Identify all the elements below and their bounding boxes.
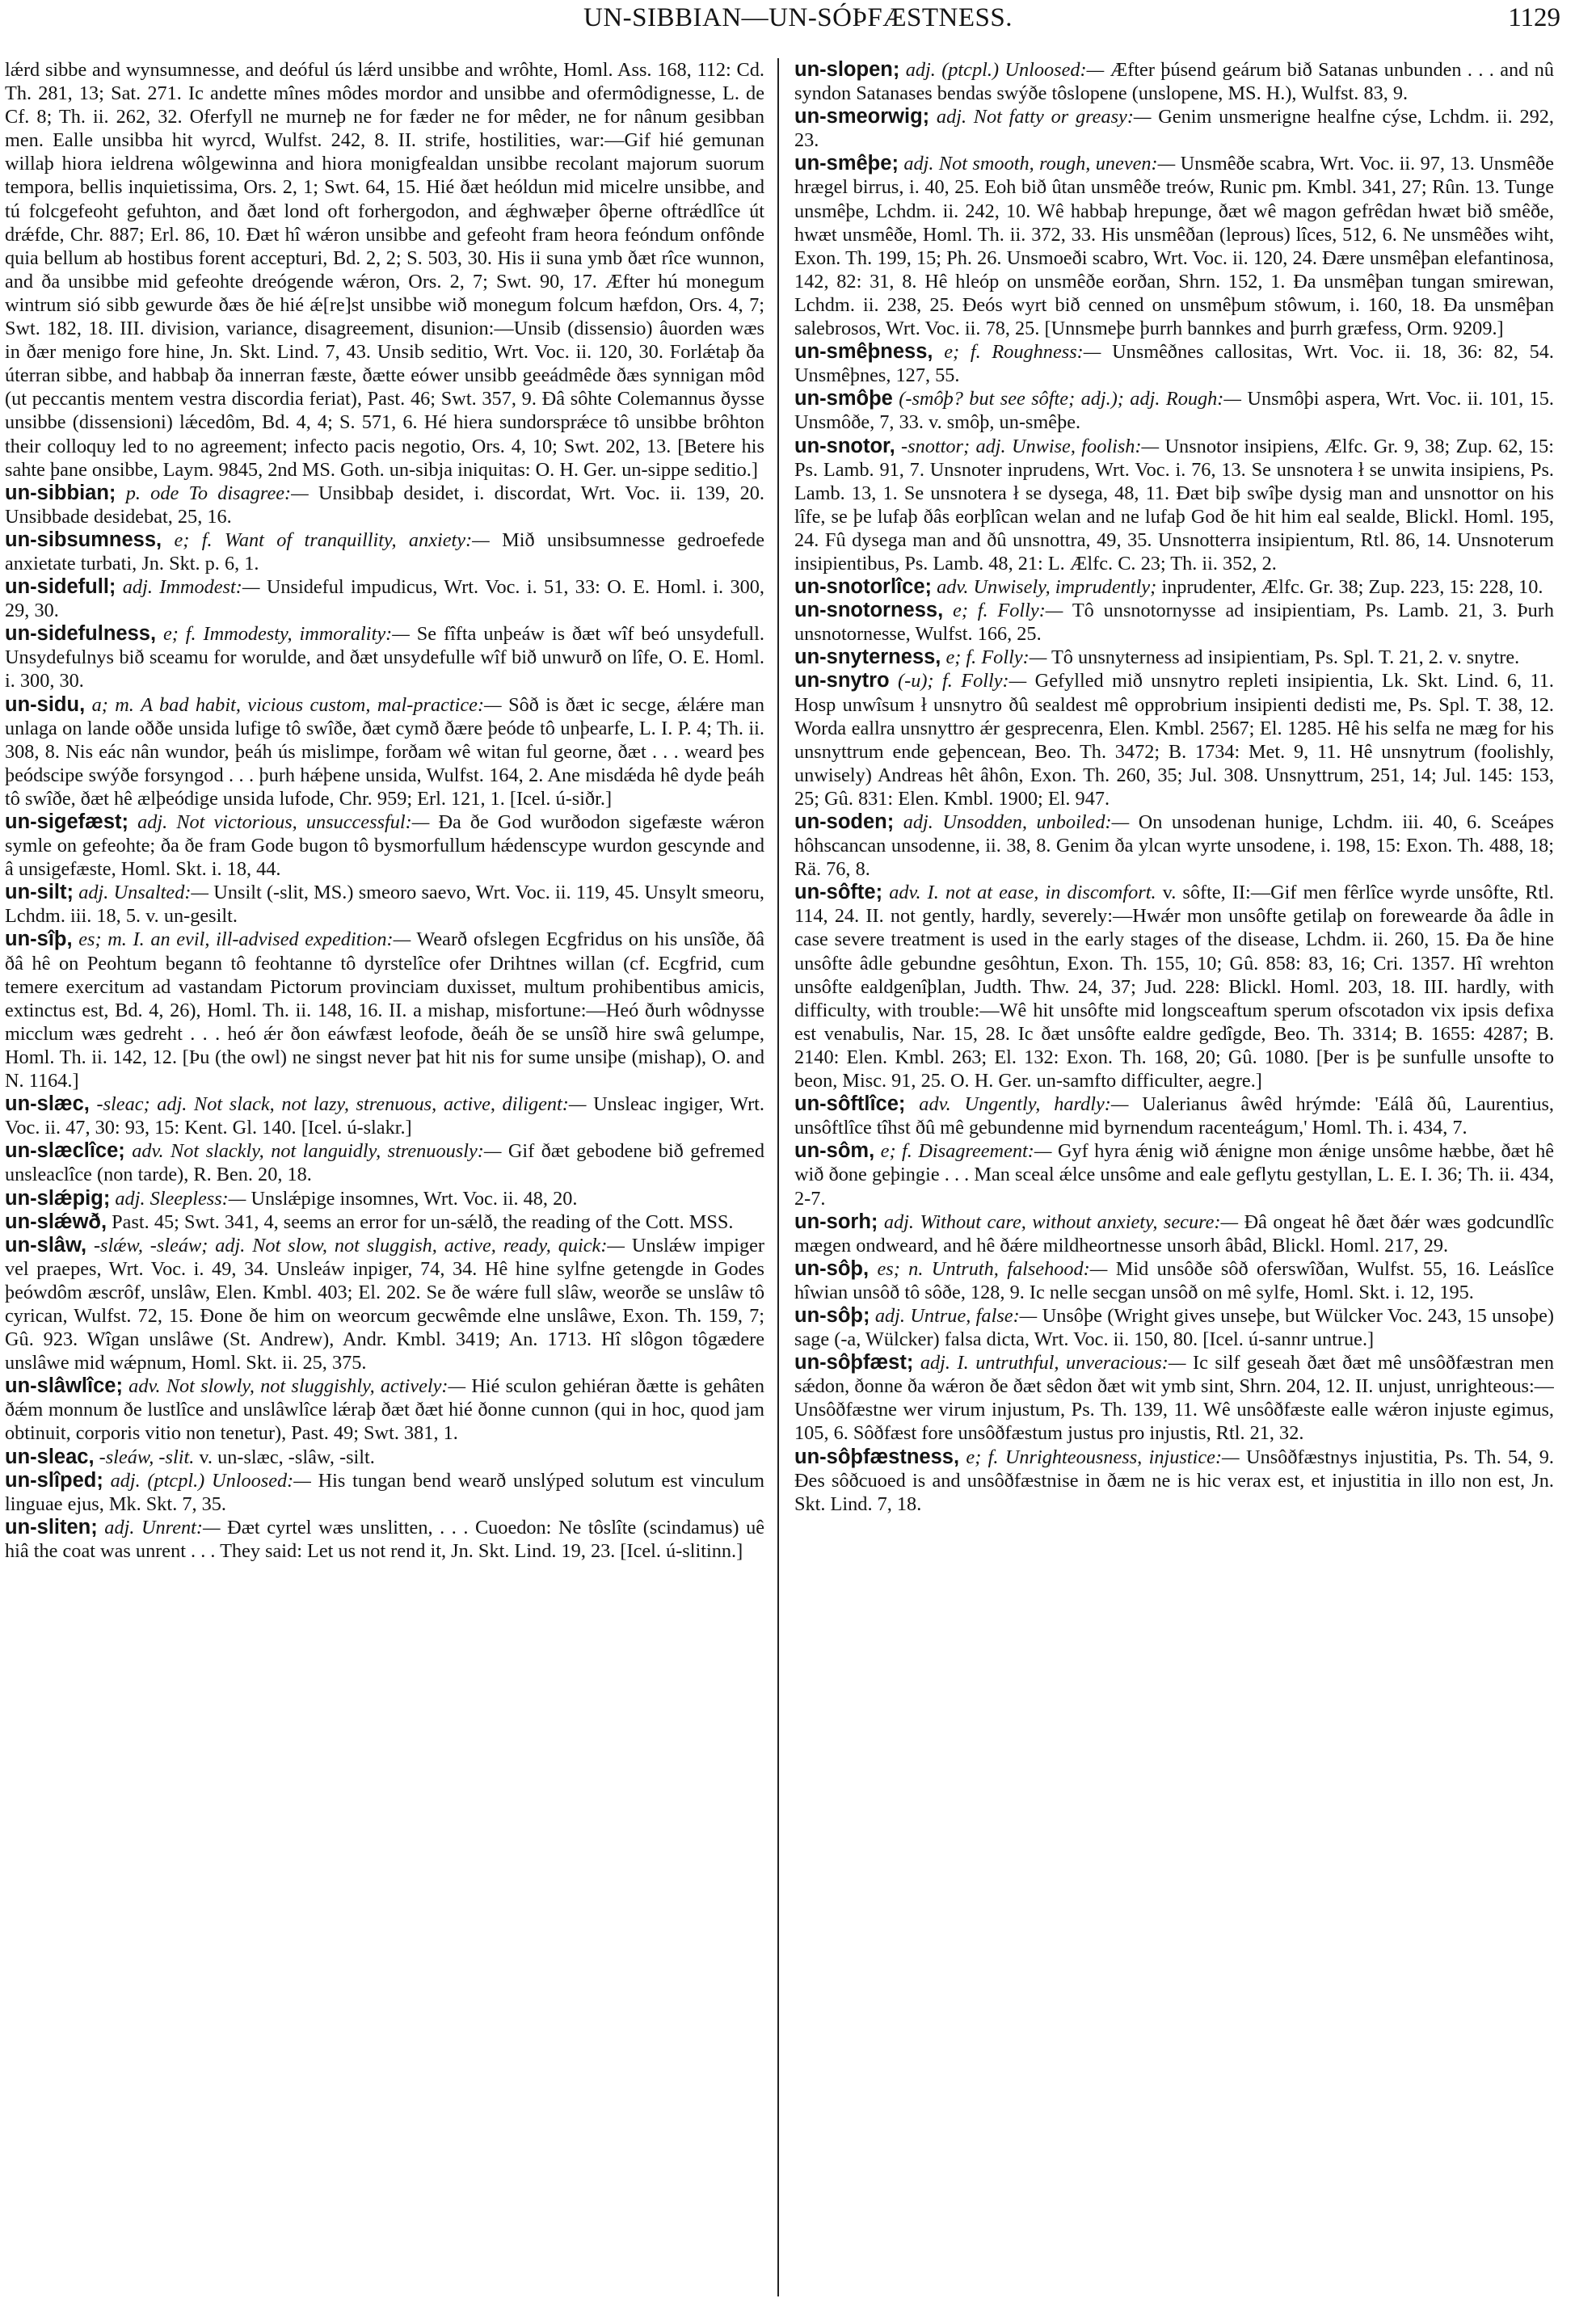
dictionary-entry <box>5 928 764 1092</box>
headword: un-sorh; <box>794 1210 878 1233</box>
entry-body: Unsmôþi aspera, Wrt. Voc. ii. 101, 15. Unsmôðe, 7, 33. v. smôþ, un-smêþe. <box>794 388 1554 434</box>
headword: un-snyterness, <box>794 646 941 669</box>
definition: A bad habit, vicious custom, mal-practice:— <box>141 693 502 716</box>
grammar-label: adj. <box>104 1516 135 1539</box>
headword: un-snotorlîce; <box>794 575 932 599</box>
dictionary-entry <box>794 599 1554 646</box>
definition: I. not at ease, in discomfort. <box>927 882 1156 904</box>
grammar-label: -snottor; adj. <box>901 435 1006 457</box>
grammar-label: adj. <box>903 153 934 175</box>
dictionary-entry <box>794 1092 1554 1139</box>
entry-body: Ðæt cyrtel wæs unslitten, . . . Cuoedon: Ne tôslîte (scindamus) uê hiâ the coat was unrent . . . They said: Let us not rend it, Jn. Skt. Lind. 19, 23. [Icel. ú-slitinn.] <box>5 1516 764 1562</box>
entry-body: Sôð is ðæt ic secge, ǽlǽre man unlaga on lande oððe unsida lufige tô swîðe, ðæt cymð ðære þeóde tô unþearfe, L. I. P. 4; Th. ii. 308, 8. Nis eác nân wundor, þeáh ús mislimpe, forðam wê witan ful georne, ðæt . . . weard þes þeódscipe swýðe forsyngod . . . þurh hǽþene unsida, Wulfst. 164, 2. Ane misdǽda hê dyde þeáh tô swîðe, ðæt hê ælþeódige unsida lufode, Chr. 959; Erl. 121, 1. [Icel. ú-siðr.] <box>5 693 764 810</box>
headword: un-smêþe; <box>794 152 899 175</box>
grammar-label: e; f. <box>945 646 977 669</box>
definition: Not slow, not sluggish, active, ready, quick:— <box>252 1234 625 1257</box>
headword: un-slǽpig; <box>5 1186 111 1210</box>
dictionary-entry <box>5 482 764 528</box>
dictionary-entry <box>794 810 1554 881</box>
headword: un-slâw, <box>5 1233 87 1257</box>
headword: un-snotorness, <box>794 599 944 622</box>
headword: un-slâwlîce; <box>5 1374 123 1398</box>
entry-body: Gefylled mið unsnytro repleti insipientia, Lk. Skt. Lind. 6, 11. Hosp unwîsum ł unsnytro ðû sealdest mê opprobrium insipienti dedisti me, Ps. Spl. T. 38, 12. Worda eallra unsnyttro ǽr gesprecenra, Elen. Kmbl. 2567; El. 1285. Hê his selfa ne mæg for his unsnyttrum ende geþencean, Beo. Th. 3472; B. 1734: Met. 9, 11. Hê unsnytrum (foolishly, unwisely) Andreas hêt âhôn, Exon. Th. 260, 35; Jul. 308. Unsnyttrum, 251, 14; Jul. 145: 153, 25; Gû. 831: Elen. Kmbl. 1900; El. 947. <box>794 670 1554 810</box>
grammar-label: adj. <box>122 576 153 599</box>
definition: Unsalted:— <box>113 882 209 904</box>
entry-body: Unsideful impudicus, Wrt. Voc. i. 51, 33: O. E. Homl. i. 300, 29, 30. <box>5 576 764 622</box>
definition: Unloosed:— <box>1004 59 1105 81</box>
grammar-label: -sleac; adj. <box>96 1093 187 1116</box>
grammar-label: adv. <box>889 882 921 904</box>
dictionary-entry <box>794 1351 1554 1445</box>
entry-body: Ic silf geseah ðæt ðæt mê unsôðfæstran men sǽdon, ðonne ða wǽron ðe ðæt sêdon ðæt wit ymb sint, Shrn. 204, 12. II. unjust, unrighteous:—Unsôðfæstne wer virum injustum, Ps. Th. 139, 11. Wê unsôðfæste ealle wǽron injuste egimus, 105, 6. Sôðfæst fore unsôðfæstum justus pro injustis, Rtl. 21, 32. <box>794 1352 1554 1445</box>
dictionary-entry <box>5 1092 764 1139</box>
entry-body: Unsmêðe scabra, Wrt. Voc. ii. 97, 13. Unsmêðe hrægel birrus, i. 40, 25. Eoh bið ûtan unsmêðe treów, Runic pm. Kmbl. 341, 27; Rûn. 13. Tunge unsmêþe, Lchdm. ii. 242, 10. Wê habbaþ hrepunge, ðæt wê magon gefrêdan hwæt bið smêðe, hwæt unsmêðe, Homl. Th. ii. 372, 33. His unsmêðan (leprous) lîces, 512, 6. Ne unsmêðes wiht, Exon. Th. 199, 15; Ph. 26. Unsmoeði scabro, Wrt. Voc. ii. 120, 24. Ðære unsmêþan elefantinosa, 142, 82: 31, 8. Hê hleóp on unsmêðe eorðan, Shrn. 152, 1. Ða unsmêþan tungan smirewan, Lchdm. ii. 238, 25. Ðeós wyrt bið cenned on unsmêþum stôwum, i. 160, 18. Ða unsmêþan salebrosos, Wrt. Voc. ii. 78, 25. [Unnsmeþe þurrh bannkes and þurrh græfess, Orm. 9209.] <box>794 153 1554 340</box>
definition: Not slackly, not languidly, strenuously:— <box>171 1140 502 1163</box>
headword: un-slǽwð, <box>5 1210 107 1233</box>
entry-body: Æfter þúsend geárum bið Satanas unbunden . . . and nû syndon Satanases bendas swýðe tôslopene (unslopene, MS. H.), Wulfst. 83, 9. <box>794 59 1554 105</box>
grammar-label: adj. <box>920 1352 950 1374</box>
dictionary-entry <box>794 58 1554 105</box>
entry-body: Tô unsnotornysse ad insipientiam, Ps. Lamb. 21, 3. Þurh unsnotornesse, Wulfst. 166, 25. <box>794 600 1554 646</box>
headword: un-smôþe <box>794 387 893 410</box>
entry-body: His tungan bend wearð unslýped solutum est vinculum linguae ejus, Mk. Skt. 7, 35. <box>5 1469 764 1515</box>
grammar-label: a; m. <box>91 693 134 716</box>
entry-body: v. un-slæc, -slâw, -silt. <box>199 1446 375 1468</box>
dictionary-entry <box>5 1210 764 1234</box>
grammar-label: e; f. <box>162 623 196 646</box>
headword: un-smêþness, <box>794 340 933 364</box>
headword: un-sôþfæst; <box>794 1351 914 1374</box>
dictionary-entry <box>5 1469 764 1516</box>
headword: un-sibbian; <box>5 481 116 504</box>
entry-body: Unsmêðnes callositas, Wrt. Voc. ii. 18, 36: 82, 54. Unsmêþnes, 127, 55. <box>794 341 1554 387</box>
dictionary-entry <box>794 1139 1554 1210</box>
grammar-label: e; f. <box>944 341 981 364</box>
dictionary-entry <box>5 810 764 881</box>
headword: un-sîþ, <box>5 928 73 951</box>
definition: Not fatty or greasy:— <box>973 106 1152 128</box>
entry-body: Tô unsnyterness ad insipientiam, Ps. Spl. T. 21, 2. v. snytre. <box>1051 646 1520 669</box>
headword: un-sliten; <box>5 1515 98 1539</box>
definition: I. untruthful, unveracious:— <box>957 1352 1186 1374</box>
definition: Not slowly, not sluggishly, actively:— <box>166 1375 466 1398</box>
definition: Unsodden, unboiled:— <box>942 811 1130 833</box>
entry-body: inprudenter, Ælfc. Gr. 38; Zup. 223, 15: 228, 10. <box>1161 576 1543 599</box>
definition: Unwise, foolish:— <box>1011 435 1160 457</box>
headword: un-soden; <box>794 810 895 833</box>
dictionary-entry <box>5 693 764 810</box>
grammar-label: e; f. <box>174 528 213 551</box>
dictionary-entry <box>5 881 764 928</box>
headword: un-sidefull; <box>5 575 116 599</box>
headword: un-sôþ, <box>794 1257 870 1280</box>
entry-body: Se fîfta unþeáw is ðæt wîf beó unsydefull. Unsydefulnys bið sceamu for worulde, and ðæt unsydefulle wîf bið unwurð on lîfe, O. E. Homl. i. 300, 30. <box>5 623 764 692</box>
grammar-label: adj. <box>115 1187 145 1210</box>
definition: To disagree:— <box>188 482 309 504</box>
dictionary-entry <box>794 340 1554 387</box>
entry-body: Unsilt (-slit, MS.) smeoro saevo, Wrt. Voc. ii. 119, 45. Unsylt smeoru, Lchdm. iii. 18, 5. v. un-gesilt. <box>5 882 764 928</box>
dictionary-entry <box>5 1374 764 1445</box>
grammar-label: (-smôþ? but see sôfte; adj.); adj. <box>899 388 1160 410</box>
entry-body: Gyf hyra ǽnig wið ǽnigne mon ǽnige unsôme hæbbe, ðæt hê wið ðone geþingie . . . Man sceal ǽlce unsôme and eale geflytu gestyllan, L. E. I. 36; Th. ii. 434, 2-7. <box>794 1140 1554 1210</box>
dictionary-entry <box>5 1516 764 1563</box>
headword: un-sibsumness, <box>5 528 162 551</box>
dictionary-entry <box>794 646 1554 669</box>
entry-body: Mið unsibsumnesse gedroefede anxietate turbati, Jn. Skt. p. 6, 1. <box>5 528 764 575</box>
definition: Not victorious, unsuccessful:— <box>176 811 430 833</box>
headword: un-sigefæst; <box>5 810 128 833</box>
dictionary-entry <box>794 435 1554 576</box>
headword: un-sidefulness, <box>5 622 157 646</box>
grammar-label: adv. <box>132 1140 164 1163</box>
grammar-label: adv. <box>128 1375 161 1398</box>
grammar-label: adj. <box>883 1210 914 1233</box>
headword: un-smeorwig; <box>794 105 930 128</box>
entry-body: Unsleac ingiger, Wrt. Voc. ii. 47, 30: 93, 15: Kent. Gl. 140. [Icel. ú-slakr.] <box>5 1093 764 1139</box>
entry-body: Past. 45; Swt. 341, 4, seems an error for un-sǽlð, the reading of the Cott. MSS. <box>112 1210 734 1233</box>
grammar-label: adj. <box>874 1304 905 1327</box>
grammar-label: adj. (ptcpl.) <box>905 59 1000 81</box>
grammar-label: adj. <box>903 811 933 833</box>
headword: un-sôftlîce; <box>794 1092 906 1116</box>
entry-body: Ða ðe God wurðodon sigefæste wǽron symle on gefeohte; ða ðe fram Gode bugon tô bysmorfullum hǽdenscype wurdon gescynde and â unsigefæste, Homl. Skt. i. 18, 44. <box>5 811 764 881</box>
dictionary-entry <box>794 1446 1554 1516</box>
grammar-label: e; f. <box>953 600 988 622</box>
definition: Folly:— <box>961 670 1027 692</box>
definition: Unwisely, imprudently; <box>973 576 1157 599</box>
grammar-label: adv. <box>937 576 969 599</box>
dictionary-entry <box>794 881 1554 1092</box>
headword: un-sleac, <box>5 1445 95 1468</box>
definition: Folly:— <box>997 600 1063 622</box>
definition: Without care, without anxiety, secure:— <box>920 1210 1239 1233</box>
definition: I. an evil, ill-advised expedition:— <box>133 928 411 951</box>
definition: Untrue, false:— <box>910 1304 1038 1327</box>
grammar-label: adj. <box>78 882 109 904</box>
headword: un-sôþ; <box>794 1303 870 1327</box>
headword: un-slîped; <box>5 1468 103 1492</box>
headword: un-slæc, <box>5 1092 90 1116</box>
entry-continuation <box>5 58 764 482</box>
dictionary-entry <box>794 387 1554 434</box>
dictionary-entry <box>794 1210 1554 1257</box>
definition: Sleepless:— <box>149 1187 246 1210</box>
definition: Folly:— <box>981 646 1047 669</box>
entry-body: Wearð ofslegen Ecgfridus on his unsîðe, ðâ ðâ hê on Peohtum begann tô feohtanne tô dyrstelîce ofer Drihtnes willan (cf. Ecgfrid, cum temere exercitum ad vastandam Pictorum provinciam duxisset, multum prohibentibus amicis, extinctus est, Bd. 4, 26), Homl. Th. ii. 148, 16. II. a mishap, misfortune:—Heó ðurh wôdnysse micclum wæs gedreht . . . heó ǽr ðon eáwfæst leofode, ðeáh ðe se unsîð hire swâ gelumpe, Homl. Th. ii. 142, 12. [Þu (the owl) ne singst never þat hit nis for sume unsiþe (mishap), O. and N. 1164.] <box>5 928 764 1092</box>
headword: un-slæclîce; <box>5 1139 125 1163</box>
grammar-label: -slǽw, -sleáw; adj. <box>93 1234 246 1257</box>
definition: Immodesty, immorality:— <box>203 623 410 646</box>
entry-body: Ðâ ongeat hê ðæt ðǽr wæs godcundlîc mægen ondweard, and hê ðǽre mildheortnesse unsorh âbâd, Blickl. Homl. 217, 29. <box>794 1210 1554 1257</box>
page-number: 1129 <box>1508 3 1560 32</box>
dictionary-entry <box>5 1234 764 1375</box>
entry-body: Ualerianus âwêd hrýmde: 'Eálâ ðû, Laurentius, unsôftlîce tîhst ðû mê gebundenne mid byrnendum racenteágum,' Homl. Th. i. 434, 7. <box>794 1093 1554 1139</box>
definition: Ungently, hardly:— <box>964 1093 1129 1116</box>
entry-body: Gif ðæt gebodene bið gefremed unsleaclîce (non tarde), R. Ben. 20, 18. <box>5 1140 764 1186</box>
definition: Not smooth, rough, uneven:— <box>938 153 1176 175</box>
dictionary-entry <box>5 528 764 575</box>
grammar-label: (-u); f. <box>898 670 953 692</box>
dictionary-entry <box>794 575 1554 599</box>
headword: un-slopen; <box>794 58 900 81</box>
entry-body: Unslǽpige insomnes, Wrt. Voc. ii. 48, 20. <box>251 1187 578 1210</box>
grammar-label: p. ode <box>125 482 179 504</box>
grammar-label: es; n. <box>877 1257 924 1280</box>
grammar-label: adj. (ptcpl.) <box>110 1469 205 1492</box>
dictionary-entry <box>5 575 764 622</box>
entry-body: Unslǽw impiger vel praepes, Wrt. Voc. i. 49, 34. Unsleáw inpiger, 74, 34. Hê hine sylfne getengde in Godes þeówdôm æscrôf, unslâw, Elen. Kmbl. 403; El. 202. Se ðe wǽre full slâw, weorðe se unslâw tô cyrican, Wulfst. 72, 15. Ðone ðe him on weorcum gecwêmde elne unslâwe, Exon. Th. 159, 7; Gû. 923. Wîgan unslâwe (St. Andrew), Andr. Kmbl. 3419; An. 1713. Hî slôgon tôgædere unslâwe mid wǽpnum, Homl. Skt. ii. 25, 375. <box>5 1234 764 1374</box>
dictionary-entry <box>794 152 1554 340</box>
grammar-label: -sleáw, -slit. <box>99 1446 195 1468</box>
definition: Rough:— <box>1165 388 1241 410</box>
entry-body: Unsibbaþ desidet, i. discordat, Wrt. Voc. ii. 139, 20. Unsibbade desidebat, 25, 16. <box>5 482 764 528</box>
definition: Unloosed:— <box>212 1469 311 1492</box>
headword: un-sôfte; <box>794 881 883 904</box>
column-divider <box>777 58 779 2296</box>
dictionary-entry <box>794 1257 1554 1304</box>
definition: Untruth, falsehood:— <box>931 1257 1108 1280</box>
entry-body: v. sôfte, II:—Gif men fêrlîce wyrde unsôfte, Rtl. 114, 24. II. not gently, hardly, severely:—Hwǽr mon unsôfte getilaþ on forewearde ða âdle in case severe treatment is used in the early stages of the disease, Lchdm. ii. 260, 15. Ða ðe hine unsôfte âdle gebundne gesôhtun, Exon. Th. 155, 10; Gû. 858: 83, 16; Cri. 1357. Hî wrehton unsôfte ealdgenîþlan, Judth. Thw. 24, 37; Jud. 228: Blickl. Homl. 203, 18. III. hardly, with difficulty, with trouble:—Wê hit unsôfte mid longsceaftum sperum ofscotadon vix ipsis defixa est venabulis, Nar. 15, 28. Ic ðæt unsôfte ealdre gedîgde, Beo. Th. 3314; B. 1655: 4287; B. 2140: Elen. Kmbl. 263; El. 132: Exon. Th. 168, 20; Gû. 1080. [Þer is þe sunfulle unsofte to beon, Misc. 91, 25. O. H. Ger. un-samfto difficulter, aegre.] <box>794 882 1554 1092</box>
definition: Unrighteousness, injustice:— <box>1004 1446 1240 1468</box>
headword: un-sidu, <box>5 692 86 716</box>
grammar-label: es; m. <box>78 928 127 951</box>
dictionary-entry <box>5 1139 764 1186</box>
left-column <box>5 58 764 2301</box>
dictionary-entry <box>5 1187 764 1210</box>
entry-body: Unsôþe (Wright gives unseþe, but Wülcker Voc. 243, 15 unsoþe) sage (-a, Wülcker) falsa dicta, Wrt. Voc. ii. 150, 80. [Icel. ú-sannr untrue.] <box>794 1304 1554 1351</box>
grammar-label: e; f. <box>880 1140 912 1163</box>
entry-body: Genim unsmerigne healfne cýse, Lchdm. ii. 292, 23. <box>794 106 1554 152</box>
page-header <box>0 0 1596 45</box>
grammar-label: e; f. <box>966 1446 999 1468</box>
definition: Disagreement:— <box>918 1140 1052 1163</box>
definition: Roughness:— <box>992 341 1101 364</box>
entry-body: On unsodenan hunige, Lchdm. iii. 40, 6. Sceápes hôhscancan unsodenne, ii. 38, 8. Genim ða ylcan wyrte unsodene, i. 198, 15: Exon. Th. 488, 18; Rä. 76, 8. <box>794 811 1554 881</box>
entry-body: Mid unsôðe sôð oferswîðan, Wulfst. 55, 16. Leáslîce hîwian unsôð tô sôðe, 128, 9. Ic nelle secgan unsôð on mê sylfe, Homl. Skt. i. 12, 195. <box>794 1257 1554 1303</box>
definition: Immodest:— <box>159 576 260 599</box>
entry-body: Unsnotor insipiens, Ælfc. Gr. 9, 38; Zup. 62, 15: Ps. Lamb. 91, 7. Unsnoter inprudens, Wrt. Voc. i. 76, 13. Se unsnotera ł se unwita insipiens, Ps. Lamb. 13, 1. Se unsnotera ł se dysega, 48, 11. Ðæt biþ swîþe dysig man and unsnottor on his lîfe, se þe lufaþ ðâs eorþlîcan welan and ne lufaþ God ðe hit him eal sealde, Blickl. Homl. 195, 24. Fû dysega man and ðû unsnottra, 49, 35. Unsnotterra insipientum, Rtl. 86, 14. Unsnoterum insipientibus, Ps. Lamb. 48, 21: L. Ælfc. C. 23; Th. ii. 352, 2. <box>794 435 1554 575</box>
dictionary-entry <box>794 105 1554 152</box>
grammar-label: adv. <box>919 1093 951 1116</box>
entry-body: Hié sculon gehiéran ðætte is gehâten ðǽm monnum ðe lustlîce and unslâwlîce lǽraþ ðæt ðæt hié ðonne cunnon (qui in hoc, quod jam obtinuit, corporis vitio non tenetur), Past. 49; Swt. 381, 1. <box>5 1375 764 1445</box>
dictionary-entry <box>5 1446 764 1469</box>
right-column <box>794 58 1554 2301</box>
grammar-label: adj. <box>137 811 168 833</box>
grammar-label: adj. <box>936 106 967 128</box>
dictionary-entry <box>5 622 764 692</box>
headword: un-snytro <box>794 669 890 692</box>
headword: un-sôþfæstness, <box>794 1445 960 1468</box>
entry-body: lǽrd sibbe and wynsumnesse, and deóful ús lǽrd unsibbe and wrôhte, Homl. Ass. 168, 112: Cd. Th. 281, 13; Sat. 271. Ic andette mînes môdes mordor and unsibbe and ofermôdignesse, L. de Cf. 8; Th. ii. 262, 32. Oferfyll ne murneþ ne for fæder ne for mêder, ne for nânum gesibban men. Ealle unsibba hit wyrcd, Wulfst. 242, 8. II. strife, hostilities, war:—Gif hié gemunan willaþ hiora ieldrena wôlgewinna and hiora monigfealdan unsibbe recolant majorum suorum tempora, bellis inquietissima, Ors. 2, 1; Swt. 64, 15. Hié ðæt heóldun mid micelre unsibbe, and tú folcgefeoht gefuhton, and ðæt lond oft forhergodon, and ǽghwæþer ôþerne oftrǽdlîce út drǽfde, Chr. 887; Erl. 86, 10. Ðæt hî wǽron unsibbe and gefeoht fram heora feóndum onfônde quia bellum ab hostibus forent accepturi, Bd. 2, 2; S. 503, 30. His ii suna ymb ðæt rîce wunnon, and ða unsibbe mid gefeohte dreógende wǽron, Ors. 2, 7; Swt. 90, 17. Æfter hú monegum wintrum sió sibb gewurde ðæs ðe hié ǽ[re]st unsibbe wið monegum folcum hæfdon, Ors. 4, 7; Swt. 182, 18. III. division, variance, disagreement, disunion:—Unsib (dissensio) âuorden wæs in ðær menigo fore hine, Jn. Skt. Lind. 7, 43. Unsib seditio, Wrt. Voc. ii. 120, 30. Forlǽtaþ ða úterran sibbe, and habbaþ ða innerran fæste, ðætte eówer unsibb geeádmêde ðæs synnigan môd (ut peccantis mentem vestra discordia feriat), Past. 46; Swt. 357, 9. Ðâ sôhte Colemannus ðysse unsibbe (dissensioni) lǽcedôm, Bd. 4, 4; S. 571, 6. Hé hiera sundorsprǽce tô unsibbe brôhton their colloquy led to no agreement; infecto pacis negotio, Ors. 4, 10; Swt. 202, 13. [Betere his sahte þane onsibbe, Laym. 9845, 2nd MS. Goth. un-sibja iniquitas: O. H. Ger. un-sippe seditio.] <box>5 59 764 481</box>
definition: Unrent:— <box>141 1516 221 1539</box>
running-head: UN-SIBBIAN—UN-SÓÞFÆSTNESS. <box>583 3 1013 32</box>
dictionary-entry <box>794 1304 1554 1351</box>
dictionary-entry <box>794 669 1554 810</box>
headword: un-silt; <box>5 881 74 904</box>
definition: Want of tranquillity, anxiety:— <box>224 528 490 551</box>
entry-body: Unsôðfæstnys injustitia, Ps. Th. 54, 9. Ðes sôðcuoed is and unsôðfæstnise in ðæm ne is hic verax est, et injustitia in illo non est, Jn. Skt. Lind. 7, 18. <box>794 1446 1554 1515</box>
definition: Not slack, not lazy, strenuous, active, diligent:— <box>194 1093 587 1116</box>
headword: un-sôm, <box>794 1139 875 1163</box>
headword: un-snotor, <box>794 434 895 457</box>
